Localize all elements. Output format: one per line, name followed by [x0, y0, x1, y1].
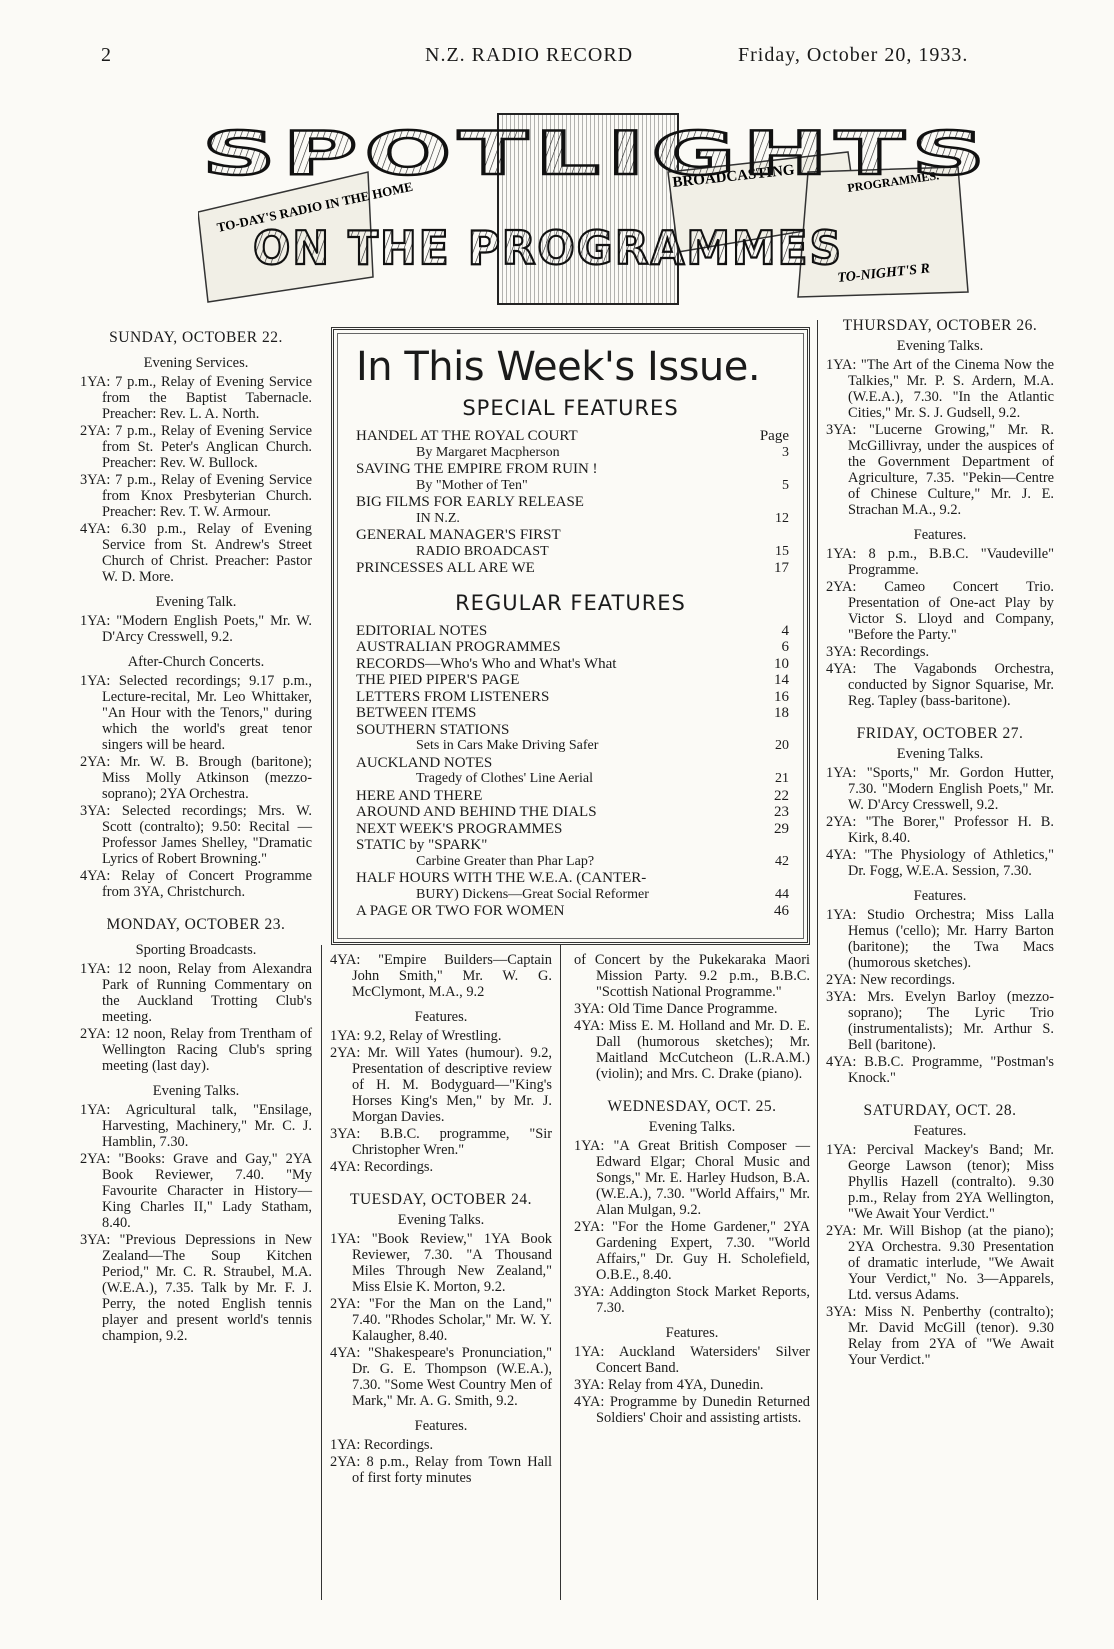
toc-subtitle: By Margaret Macpherson [416, 444, 560, 460]
toc-page: 23 [774, 804, 789, 820]
toc-subtitle: By "Mother of Ten" [416, 477, 528, 493]
toc-entry [356, 689, 789, 706]
toc-subtitle: IN N.Z. [416, 510, 460, 526]
toc-entry [356, 560, 789, 577]
issue-date: Friday, October 20, 1933. [738, 44, 969, 66]
listing-item: 2YA: Mr. W. B. Brough (baritone); Miss Molly Atkinson (mezzo-soprano); 2YA Orchestra. [80, 754, 312, 802]
listing-item: 3YA: 7 p.m., Relay of Evening Service from Knox Presbyterian Church. Preacher: Rev. T. W. Armour. [80, 472, 312, 520]
regular-features-list [334, 623, 807, 920]
toc-page: 6 [781, 639, 789, 655]
toc-page: 29 [774, 820, 789, 837]
toc-entry [356, 428, 789, 445]
contents-heading: In This Week's Issue. [356, 344, 761, 390]
toc-page: 17 [774, 560, 789, 576]
section-heading: Sporting Broadcasts. [135, 942, 257, 958]
toc-title: STATIC by "SPARK" [356, 837, 488, 853]
listing-item: 3YA: Miss N. Penberthy (contralto); Mr. David McGill (tenor). 9.30 Relay from 2YA of "We Await Your Verdict." [826, 1304, 1054, 1368]
listing-item: 2YA: Mr. Will Yates (humour). 9.2, Presentation of descriptive review of H. M. Bodyguard—"King's Horses King's Men," by Mr. J. Morgan Davies. [330, 1045, 552, 1125]
listing-item: 4YA: Miss E. M. Holland and Mr. D. E. Dall (humorous sketches); Mr. Maitland McCutcheon (L.R.A.M.) (violin); and Mrs. C. Drake (piano). [574, 1018, 810, 1082]
day-heading: WEDNESDAY, OCT. 25. [607, 1098, 777, 1115]
listing-item: 1YA: "Book Review," 1YA Book Reviewer, 7.30. "A Thousand Miles Through New Zealand," Miss Elsie K. Morton, 9.2. [330, 1231, 552, 1295]
banner-title-bottom: ON THE PROGRAMMES [253, 221, 843, 275]
section-heading: After-Church Concerts. [127, 654, 265, 670]
listing-item: 4YA: "The Physiology of Athletics," Dr. Fogg, W.E.A. Session, 7.30. [826, 847, 1054, 879]
listing-item: 4YA: The Vagabonds Orchestra, conducted by Signor Squarise, Mr. Reg. Tapley (bass-baritone). [826, 661, 1054, 709]
toc-entry [356, 854, 789, 871]
toc-page: 3 [782, 444, 789, 460]
toc-entry [356, 887, 789, 904]
section-heading: Features. [913, 888, 967, 904]
banner-clipping-text: PROGRAMMES. [846, 168, 940, 195]
listing-item: 3YA: Relay from 4YA, Dunedin. [574, 1377, 764, 1393]
toc-title: LETTERS FROM LISTENERS [356, 688, 550, 705]
toc-entry [356, 478, 789, 495]
toc-title: AROUND AND BEHIND THE DIALS [356, 804, 597, 820]
listing-item: 3YA: Selected recordings; Mrs. W. Scott (contralto); 9.50: Recital — Professor James Shelley, "Dramatic Lyrics of Robert Browning." [80, 803, 312, 867]
listing-item: 2YA: "For the Man on the Land," 7.40. "Rhodes Scholar," Mr. W. Y. Kalaugher, 8.40. [330, 1296, 552, 1344]
toc-entry [356, 804, 789, 821]
listing-item: 3YA: B.B.C. programme, "Sir Christopher Wren." [330, 1126, 552, 1158]
toc-page: 18 [774, 705, 789, 721]
toc-page: 15 [775, 543, 789, 559]
day-heading: SATURDAY, OCT. 28. [863, 1102, 1017, 1119]
listing-item: 1YA: "Modern English Poets," Mr. W. D'Arcy Cresswell, 9.2. [80, 613, 312, 645]
section-heading: Features. [414, 1418, 468, 1434]
toc-subtitle: Carbine Greater than Phar Lap? [416, 853, 595, 869]
column-4 [826, 318, 1054, 1369]
toc-entry [356, 903, 789, 920]
day-heading: THURSDAY, OCTOBER 26. [842, 317, 1038, 334]
section-heading: Features. [913, 1123, 967, 1139]
listing-item: 3YA: Mrs. Evelyn Barloy (mezzo-soprano); The Lyric Trio (instrumentalists); Mr. Arthur S. Bell (baritone). [826, 989, 1054, 1053]
toc-entry [356, 755, 789, 772]
toc-page: 4 [781, 622, 789, 639]
toc-page: 21 [775, 771, 789, 786]
toc-title: BETWEEN ITEMS [356, 705, 477, 721]
toc-title: GENERAL MANAGER'S FIRST [356, 527, 561, 543]
listing-item: 2YA: Cameo Concert Trio. Presentation of One-act Play by Victor S. Lloyd and Company, "Before the Party." [826, 579, 1054, 643]
column-2 [330, 952, 552, 1487]
column-rule [560, 945, 561, 1600]
regular-features-heading: REGULAR FEATURES [455, 590, 686, 615]
toc-entry [356, 639, 789, 656]
listing-item: 3YA: Recordings. [826, 644, 930, 660]
toc-title: A PAGE OR TWO FOR WOMEN [356, 903, 565, 919]
column-1 [80, 330, 312, 1345]
day-heading: SUNDAY, OCTOBER 22. [109, 329, 283, 346]
day-heading: FRIDAY, OCTOBER 27. [856, 725, 1024, 742]
toc-title: AUCKLAND NOTES [356, 754, 493, 771]
toc-entry [356, 738, 789, 755]
day-heading: MONDAY, OCTOBER 23. [106, 916, 286, 933]
toc-entry [356, 527, 789, 544]
listing-item: 1YA: Studio Orchestra; Miss Lalla Hemus ('cello); Mr. Harry Barton (baritone); the Twa Macs (humorous sketches). [826, 907, 1054, 971]
listing-item: 1YA: 9.2, Relay of Wrestling. [330, 1028, 502, 1044]
toc-page: 12 [775, 510, 789, 526]
section-heading: Evening Talk. [155, 594, 237, 610]
listing-item: 2YA: 8 p.m., Relay from Town Hall of first forty minutes [330, 1454, 552, 1486]
listing-item: 1YA: Recordings. [330, 1437, 434, 1453]
listing-item: 4YA: "Shakespeare's Pronunciation," Dr. G. E. Thompson (W.E.A.), 7.30. "Some West Country Men of Mark," Mr. A. G. Smith, 9.2. [330, 1345, 552, 1409]
listing-item: 3YA: "Previous Depressions in New Zealand—The Soup Kitchen Period," Mr. C. R. Straubel, M.A. (W.E.A.), 7.35. Talk by Mr. F. J. Perry, the noted English tennis player and present world's tennis champion, 9.2. [80, 1232, 312, 1344]
section-heading: Evening Talks. [896, 746, 984, 762]
toc-page: 5 [782, 477, 789, 493]
toc-entry [356, 511, 789, 528]
listing-item: 2YA: New recordings. [826, 972, 956, 988]
toc-entry [356, 705, 789, 722]
listing-item: 1YA: Agricultural talk, "Ensilage, Harvesting, Machinery," Mr. C. J. Hamblin, 7.30. [80, 1102, 312, 1150]
section-heading: Evening Services. [143, 355, 249, 371]
special-features-heading: SPECIAL FEATURES [462, 396, 679, 420]
listing-item: 1YA: Selected recordings; 9.17 p.m., Lecture-recital, Mr. Leo Whittaker, "An Hour with the Tenors," during which the world's great tenor singers will be heard. [80, 673, 312, 753]
section-heading: Features. [414, 1009, 468, 1025]
listing-item: 2YA: "For the Home Gardener," 2YA Gardening Expert, 7.30. "World Affairs," Dr. Guy H. Scholefield, O.B.E., 8.40. [574, 1219, 810, 1283]
listing-item: 2YA: 12 noon, Relay from Trentham of Wellington Racing Club's spring meeting (last day). [80, 1026, 312, 1074]
column-rule [817, 320, 818, 1600]
toc-entry [356, 821, 789, 838]
toc-title: THE PIED PIPER'S PAGE [356, 672, 520, 688]
listing-item: 1YA: 12 noon, Relay from Alexandra Park of Running Commentary on the Auckland Trotting Club's meeting. [80, 961, 312, 1025]
toc-entry [356, 494, 789, 511]
toc-entry [356, 870, 789, 887]
listing-item: 4YA: Recordings. [330, 1159, 434, 1175]
toc-title: RECORDS—Who's Who and What's What [356, 655, 617, 672]
toc-entry [356, 722, 789, 739]
section-heading: Evening Talks. [152, 1083, 240, 1099]
toc-title: SAVING THE EMPIRE FROM RUIN ! [356, 461, 598, 477]
spotlights-banner [198, 112, 1006, 308]
listing-item: 2YA: "Books: Grave and Gay," 2YA Book Reviewer, 7.40. "My Favourite Character in History—King Charles II," Lady Statham, 8.40. [80, 1151, 312, 1231]
listing-item: 1YA: Auckland Watersiders' Silver Concert Band. [574, 1344, 810, 1376]
toc-entry [356, 837, 789, 854]
publication-title: N.Z. RADIO RECORD [425, 44, 634, 66]
listing-item: 4YA: Relay of Concert Programme from 3YA, Christchurch. [80, 868, 312, 900]
listing-item: 1YA: 8 p.m., B.B.C. "Vaudeville" Programme. [826, 546, 1054, 578]
toc-entry [356, 788, 789, 805]
toc-entry [356, 771, 789, 788]
toc-title: HANDEL AT THE ROYAL COURT [356, 428, 578, 444]
contents-box [331, 327, 810, 945]
toc-title: BIG FILMS FOR EARLY RELEASE [356, 494, 584, 510]
toc-page: 20 [775, 738, 789, 753]
toc-subtitle: Sets in Cars Make Driving Safer [416, 738, 599, 753]
toc-page: 44 [775, 886, 789, 902]
toc-subtitle: BURY) Dickens—Great Social Reformer [416, 886, 649, 902]
listing-item: 2YA: "The Borer," Professor H. B. Kirk, 8.40. [826, 814, 1054, 846]
day-heading: TUESDAY, OCTOBER 24. [350, 1191, 532, 1208]
special-features-list [334, 428, 807, 577]
listing-item: 2YA: Mr. Will Bishop (at the piano); 2YA Orchestra. 9.30 Presentation of dramatic interlude, "We Await Your Verdict," No. 3—Apparels, Ltd. versus Adams. [826, 1223, 1054, 1303]
listing-item: 4YA: Programme by Dunedin Returned Soldiers' Choir and assisting artists. [574, 1394, 810, 1426]
listing-item: 4YA: 6.30 p.m., Relay of Evening Service from St. Andrew's Street Church of Christ. Preacher: Pastor W. D. More. [80, 521, 312, 585]
page-number: 2 [101, 44, 112, 66]
toc-title: PRINCESSES ALL ARE WE [356, 560, 535, 576]
listing-item: 3YA: Addington Stock Market Reports, 7.30. [574, 1284, 810, 1316]
toc-entry [356, 544, 789, 561]
toc-title: NEXT WEEK'S PROGRAMMES [356, 820, 563, 837]
toc-page: 16 [774, 688, 789, 705]
toc-entry [356, 672, 789, 689]
listing-item: 1YA: "The Art of the Cinema Now the Talkies," Mr. P. S. Ardern, M.A. (W.E.A.), 7.30. "In the Atlantic Cities," Mr. S. J. Gudsell, 9.2. [826, 357, 1054, 421]
toc-entry [356, 461, 789, 478]
toc-title: EDITORIAL NOTES [356, 622, 488, 639]
section-heading: Features. [913, 527, 967, 543]
banner-title-top: SPOTLIGHTS [202, 119, 992, 189]
listing-item: 1YA: 7 p.m., Relay of Evening Service from the Baptist Tabernacle. Preacher: Rev. L. A. North. [80, 374, 312, 422]
section-heading: Evening Talks. [397, 1212, 485, 1228]
toc-title: HALF HOURS WITH THE W.E.A. (CANTER- [356, 870, 647, 886]
banner-clipping-text: BROADCASTING [671, 162, 796, 191]
toc-subtitle: RADIO BROADCAST [416, 543, 549, 559]
banner-clipping-text: TO-DAY'S RADIO IN THE HOME [215, 178, 415, 235]
toc-page: 10 [774, 655, 789, 672]
listing-item: 3YA: Old Time Dance Programme. [574, 1001, 778, 1017]
listing-item: 1YA: Percival Mackey's Band; Mr. George Lawson (tenor); Miss Phyllis Hazell (contralto). 9.30 p.m., Relay from 2YA Wellington, "We Await Your Verdict." [826, 1142, 1054, 1222]
toc-page: 22 [774, 787, 789, 804]
toc-entry [356, 623, 789, 640]
toc-page: 42 [775, 853, 789, 869]
page-label: Page [759, 428, 789, 444]
toc-entry [356, 445, 789, 462]
listing-item: 4YA: "Empire Builders—Captain John Smith," Mr. W. G. McClymont, M.A., 9.2 [330, 952, 552, 1000]
banner-clipping-text: TO-NIGHT'S R [836, 261, 931, 286]
toc-page: 46 [774, 903, 789, 919]
column-rule [321, 945, 322, 1600]
banner-graphic [198, 112, 1006, 308]
toc-subtitle: Tragedy of Clothes' Line Aerial [416, 771, 593, 786]
listing-item: 3YA: "Lucerne Growing," Mr. R. McGillivray, under the auspices of the Government Department of Agriculture, 7.35. "Pekin—Centre of Chinese Culture," Mr. J. E. Strachan M.A., 9.2. [826, 422, 1054, 518]
listing-item: 4YA: B.B.C. Programme, "Postman's Knock." [826, 1054, 1054, 1086]
listing-item: 1YA: "Sports," Mr. Gordon Hutter, 7.30. "Modern English Poets," Mr. W. D'Arcy Cresswell, 9.2. [826, 765, 1054, 813]
toc-title: HERE AND THERE [356, 787, 483, 804]
toc-title: SOUTHERN STATIONS [356, 721, 510, 738]
listing-item: 1YA: "A Great British Composer — Edward Elgar; Choral Music and Songs," Mr. E. Harley Hudson, B.A. (W.E.A.), 7.30. "World Affairs," Mr. Alan Mulgan, 9.2. [574, 1138, 810, 1218]
listing-item: of Concert by the Pukekaraka Maori Mission Party. 9.2 p.m., B.B.C. "Scottish National Programme." [574, 952, 810, 1000]
listing-item: 2YA: 7 p.m., Relay of Evening Service from St. Peter's Anglican Church. Preacher: Rev. W. Bullock. [80, 423, 312, 471]
toc-page: 14 [774, 672, 789, 688]
toc-title: AUSTRALIAN PROGRAMMES [356, 639, 561, 655]
section-heading: Features. [665, 1325, 719, 1341]
toc-entry [356, 656, 789, 673]
section-heading: Evening Talks. [896, 338, 984, 354]
column-3 [574, 952, 810, 1427]
section-heading: Evening Talks. [648, 1119, 736, 1135]
